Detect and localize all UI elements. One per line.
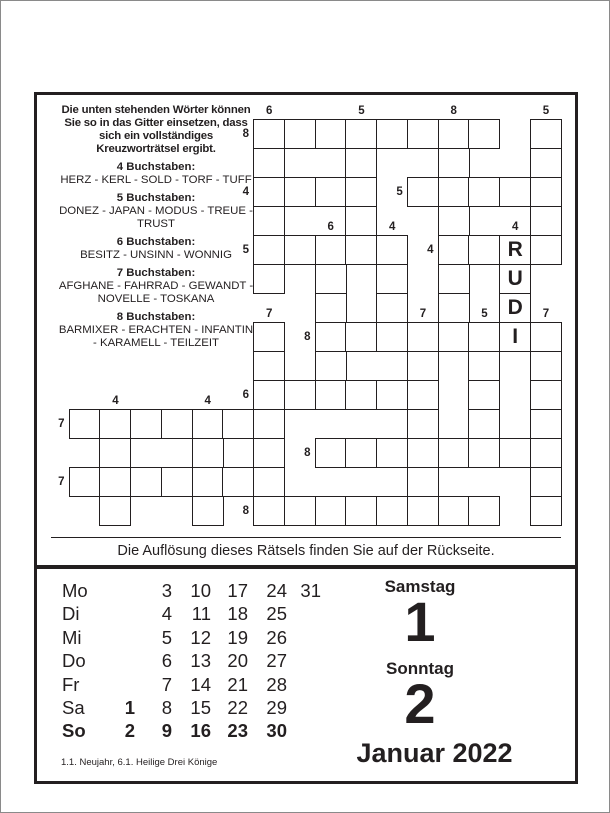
- calendar-date: 12: [190, 626, 211, 648]
- grid-cell[interactable]: [468, 409, 500, 439]
- calendar-date: 20: [227, 650, 248, 672]
- word-group-title: 7 Buchstaben:: [116, 267, 196, 279]
- grid-cell[interactable]: [530, 467, 562, 497]
- calendar-date: 9: [161, 720, 172, 742]
- grid-cell[interactable]: [345, 322, 377, 352]
- grid-cell[interactable]: [315, 351, 347, 381]
- grid-cell[interactable]: [376, 264, 408, 294]
- grid-cell[interactable]: [345, 148, 377, 178]
- clue-number-down: 7: [542, 307, 550, 320]
- grid-cell[interactable]: [530, 380, 562, 410]
- grid-cell[interactable]: [284, 235, 316, 265]
- grid-cell[interactable]: [530, 438, 562, 468]
- grid-cell[interactable]: [253, 206, 285, 236]
- clue-number-across: 8: [304, 330, 311, 343]
- grid-cell[interactable]: [253, 351, 285, 381]
- clue-number-down: 4: [204, 394, 211, 407]
- grid-cell[interactable]: [438, 438, 470, 468]
- grid-cell[interactable]: [468, 351, 500, 381]
- grid-cell[interactable]: [468, 235, 500, 265]
- clue-number-down: 6: [327, 220, 334, 233]
- weekday-label: So: [62, 720, 86, 742]
- clue-number-across: 7: [58, 417, 65, 430]
- grid-cell[interactable]: [468, 380, 500, 410]
- grid-cell[interactable]: [192, 409, 224, 439]
- calendar-date: 13: [190, 650, 211, 672]
- grid-cell[interactable]: [130, 467, 162, 497]
- clue-number-across: 7: [58, 475, 65, 488]
- grid-cell[interactable]: [99, 496, 131, 526]
- grid-cell[interactable]: [530, 235, 562, 265]
- clue-number-down: 7: [265, 307, 273, 320]
- grid-cell[interactable]: [222, 409, 254, 439]
- weekday-label: Fr: [62, 673, 80, 695]
- calendar-date: 11: [191, 603, 211, 625]
- clue-number-down: 5: [358, 104, 365, 117]
- calendar-date: 7: [161, 673, 172, 695]
- grid-cell[interactable]: [345, 496, 377, 526]
- grid-cell[interactable]: [345, 380, 377, 410]
- calendar-date: 8: [161, 697, 172, 718]
- grid-cell[interactable]: [284, 380, 316, 410]
- clue-number-across: 8: [304, 446, 311, 459]
- word-group-title: 5 Buchstaben:: [116, 192, 196, 204]
- word-list: DONEZ - JAPAN - MODUS - TREUE - TRUST: [59, 205, 253, 230]
- grid-cell[interactable]: [99, 409, 131, 439]
- grid-cell[interactable]: [345, 119, 377, 149]
- grid-cell[interactable]: [438, 148, 470, 178]
- clue-number-across: 8: [242, 504, 249, 517]
- word-group-title: 8 Buchstaben:: [116, 311, 196, 323]
- grid-cell[interactable]: [530, 119, 562, 149]
- grid-cell[interactable]: [438, 496, 470, 526]
- clue-number-down: 5: [481, 307, 488, 320]
- weekday-label: Mo: [62, 580, 88, 601]
- grid-cell[interactable]: [407, 409, 439, 439]
- grid-cell[interactable]: [376, 119, 408, 149]
- calendar-date: 1: [124, 697, 135, 718]
- month-year-title: Januar 2022: [356, 738, 513, 768]
- grid-cell[interactable]: [376, 322, 408, 352]
- grid-cell[interactable]: [315, 496, 347, 526]
- grid-cell[interactable]: [284, 177, 316, 207]
- word-group-6: [58, 236, 254, 262]
- grid-cell[interactable]: [130, 409, 162, 439]
- grid-cell[interactable]: [253, 148, 285, 178]
- grid-cell[interactable]: [315, 235, 347, 265]
- grid-cell[interactable]: [530, 322, 562, 352]
- grid-cell[interactable]: [438, 235, 470, 265]
- grid-cell[interactable]: [468, 119, 500, 149]
- clue-number-down: 4: [511, 220, 519, 233]
- calendar-date: 4: [161, 603, 172, 625]
- grid-cell[interactable]: [315, 380, 347, 410]
- grid-cell[interactable]: [253, 409, 285, 439]
- grid-cell[interactable]: [468, 322, 500, 352]
- day1-number: 1: [404, 590, 436, 653]
- grid-cell[interactable]: [376, 380, 408, 410]
- grid-cell[interactable]: [253, 322, 285, 352]
- grid-cell[interactable]: [315, 264, 347, 294]
- grid-cell[interactable]: [315, 177, 347, 207]
- calendar-date: 25: [266, 603, 287, 625]
- word-list: BESITZ - UNSINN - WONNIG: [80, 249, 232, 261]
- clue-number-down: 6: [265, 104, 273, 117]
- calendar-date: 31: [300, 580, 321, 601]
- grid-cell[interactable]: [315, 438, 347, 468]
- calendar-date: 29: [266, 697, 287, 718]
- grid-cell[interactable]: [530, 148, 562, 178]
- grid-cell[interactable]: [407, 119, 439, 149]
- calendar-date: 15: [190, 697, 211, 718]
- grid-cell[interactable]: [499, 438, 531, 468]
- grid-cell[interactable]: [376, 293, 408, 323]
- grid-cell[interactable]: [253, 380, 285, 410]
- grid-cell[interactable]: [407, 496, 439, 526]
- clue-number-down: 8: [450, 104, 457, 117]
- grid-cell[interactable]: [315, 119, 347, 149]
- calendar-date: 5: [161, 626, 172, 648]
- holidays-note: 1.1. Neujahr, 6.1. Heilige Drei Könige: [61, 757, 218, 768]
- grid-cell[interactable]: U: [499, 264, 531, 294]
- grid-cell[interactable]: [468, 438, 500, 468]
- clue-number-across: 4: [242, 185, 249, 198]
- calendar-date: 17: [227, 580, 248, 601]
- grid-cell[interactable]: [468, 177, 500, 207]
- word-group-4: [58, 161, 254, 187]
- grid-cell[interactable]: [69, 409, 101, 439]
- grid-cell[interactable]: [376, 235, 408, 265]
- grid-cell[interactable]: [253, 264, 285, 294]
- calendar-date: 10: [190, 580, 211, 601]
- calendar-date: 27: [266, 650, 287, 672]
- grid-cell[interactable]: [284, 119, 316, 149]
- grid-cell[interactable]: [407, 467, 439, 497]
- clue-number-across: 4: [427, 243, 434, 256]
- word-group-7: [58, 267, 254, 306]
- grid-cell[interactable]: [530, 206, 562, 236]
- grid-cell[interactable]: [376, 496, 408, 526]
- grid-cell[interactable]: [407, 380, 439, 410]
- grid-cell[interactable]: [407, 351, 439, 381]
- weekday-label: Mi: [62, 626, 82, 648]
- grid-cell[interactable]: [438, 293, 470, 323]
- grid-cell[interactable]: [530, 496, 562, 526]
- day1-name: Samstag: [384, 577, 456, 596]
- divider-rule: [51, 537, 561, 538]
- calendar-date: 2: [124, 720, 135, 742]
- grid-cell[interactable]: [253, 496, 285, 526]
- grid-cell[interactable]: [468, 496, 500, 526]
- grid-cell[interactable]: [499, 177, 531, 207]
- clue-number-across: 5: [242, 243, 249, 256]
- grid-cell[interactable]: [253, 177, 285, 207]
- word-group-8: [58, 311, 254, 350]
- puzzle-instructions: [58, 104, 254, 350]
- section-divider: [34, 565, 578, 569]
- grid-cell[interactable]: [530, 409, 562, 439]
- instructions-intro: Die unten stehenden Wörter können Sie so in das Gitter einsetzen, dass sich ein vollständiges Kreuzworträtsel ergibt.: [61, 104, 251, 155]
- word-list: AFGHANE - FAHRRAD - GEWANDT - NOVELLE - TOSKANA: [58, 280, 254, 305]
- grid-cell[interactable]: [530, 177, 562, 207]
- word-group-title: 6 Buchstaben:: [116, 236, 196, 248]
- solution-note: Die Auflösung dieses Rätsels finden Sie auf der Rückseite.: [117, 543, 495, 559]
- calendar-date: 3: [161, 580, 172, 601]
- grid-cell[interactable]: [222, 467, 254, 497]
- grid-cell[interactable]: [69, 467, 101, 497]
- grid-cell[interactable]: [315, 293, 347, 323]
- grid-cell[interactable]: [99, 467, 131, 497]
- calendar-date: 24: [266, 580, 287, 601]
- grid-cell[interactable]: [192, 438, 224, 468]
- grid-cell[interactable]: D: [499, 293, 531, 323]
- grid-cell[interactable]: [438, 177, 470, 207]
- word-group-5: [58, 192, 254, 231]
- grid-cell[interactable]: R: [499, 235, 531, 265]
- clue-number-down: 4: [388, 220, 396, 233]
- calendar-date: 30: [266, 720, 287, 742]
- clue-number-across: 8: [242, 127, 249, 140]
- grid-cell[interactable]: [345, 177, 377, 207]
- weekday-label: Di: [62, 603, 80, 625]
- grid-cell[interactable]: [376, 438, 408, 468]
- calendar-date: 18: [227, 603, 248, 625]
- grid-cell[interactable]: [99, 438, 131, 468]
- calendar-date: 21: [227, 673, 248, 695]
- day2-number: 2: [404, 672, 436, 735]
- grid-cell[interactable]: [192, 467, 224, 497]
- calendar-date: 28: [266, 673, 287, 695]
- grid-cell[interactable]: [253, 438, 285, 468]
- word-list: BARMIXER - ERACHTEN - INFANTIN - KARAMELL - TEILZEIT: [58, 324, 254, 349]
- weekday-label: Do: [62, 650, 86, 672]
- word-list: HERZ - KERL - SOLD - TORF - TUFF: [60, 174, 252, 186]
- day2-name: Sonntag: [386, 659, 454, 678]
- calendar-date: 23: [227, 720, 248, 742]
- grid-cell[interactable]: [345, 206, 377, 236]
- grid-cell[interactable]: [192, 496, 224, 526]
- clue-number-across: 6: [242, 388, 249, 401]
- grid-cell[interactable]: [407, 322, 439, 352]
- grid-cell[interactable]: [345, 235, 377, 265]
- calendar-date: 16: [190, 720, 211, 742]
- word-group-title: 4 Buchstaben:: [116, 161, 196, 173]
- grid-cell[interactable]: [315, 322, 347, 352]
- grid-cell[interactable]: [438, 206, 470, 236]
- grid-cell[interactable]: [438, 119, 470, 149]
- clue-number-down: 7: [419, 307, 427, 320]
- grid-cell[interactable]: [438, 264, 470, 294]
- grid-cell[interactable]: [161, 409, 193, 439]
- calendar-date: 26: [266, 626, 287, 648]
- clue-number-down: 4: [112, 394, 119, 407]
- grid-cell[interactable]: I: [499, 322, 531, 352]
- grid-cell[interactable]: [345, 438, 377, 468]
- grid-cell[interactable]: [253, 467, 285, 497]
- grid-cell[interactable]: [438, 322, 470, 352]
- grid-cell[interactable]: [253, 235, 285, 265]
- grid-cell[interactable]: [284, 496, 316, 526]
- grid-cell[interactable]: [253, 119, 285, 149]
- weekday-label: Sa: [62, 697, 85, 718]
- clue-number-across: 5: [396, 185, 403, 198]
- calendar-date: 14: [190, 673, 211, 695]
- calendar-date: 19: [227, 626, 248, 648]
- calendar-date: 6: [161, 650, 172, 672]
- grid-cell[interactable]: [530, 351, 562, 381]
- grid-cell[interactable]: [407, 177, 439, 207]
- calendar-date: 22: [227, 697, 248, 718]
- grid-cell[interactable]: [407, 438, 439, 468]
- grid-cell[interactable]: [161, 467, 193, 497]
- clue-number-down: 5: [542, 104, 550, 117]
